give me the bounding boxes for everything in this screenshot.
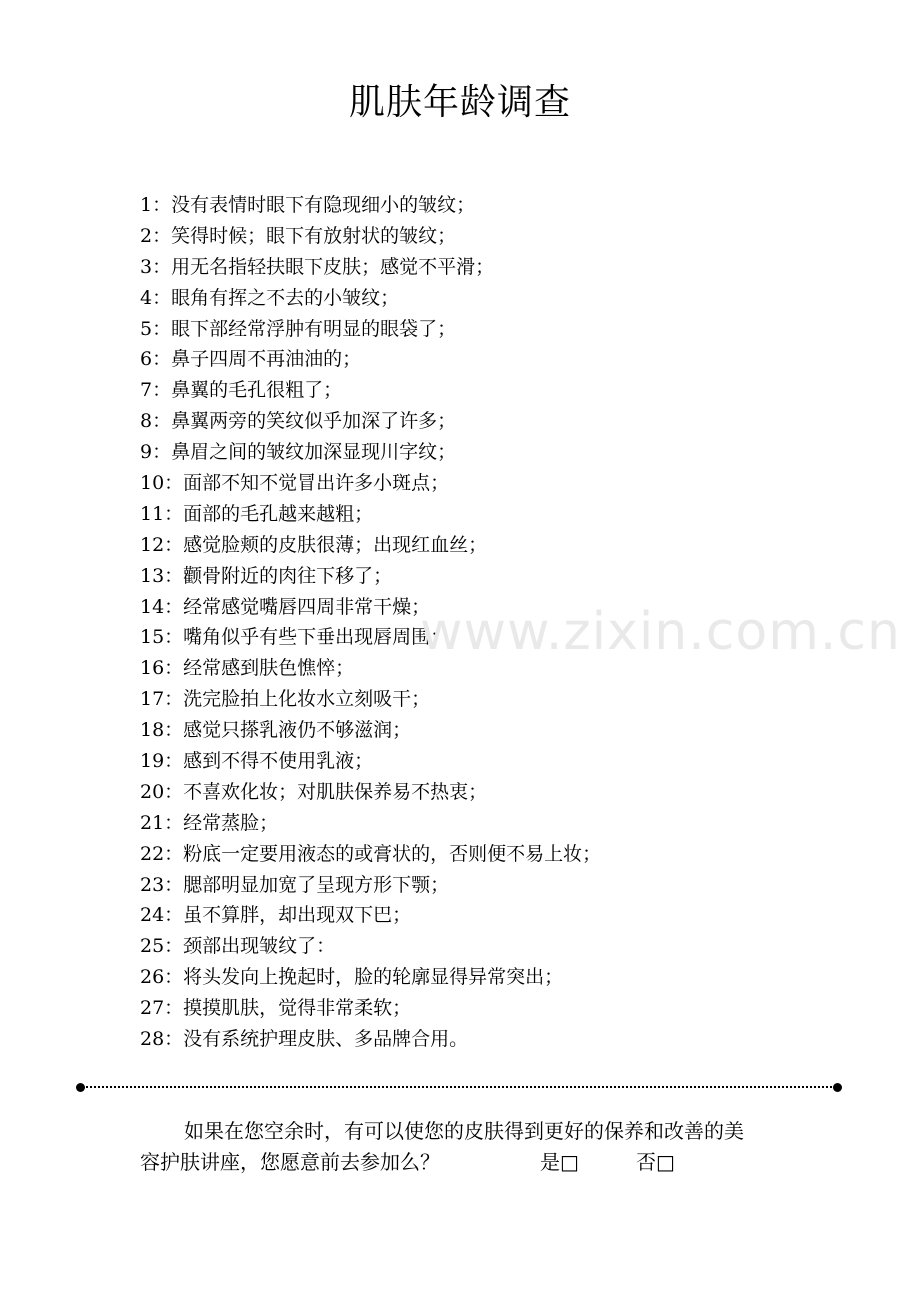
survey-item: 19：感到不得不使用乳液； bbox=[140, 750, 374, 773]
question-line-2-text: 容护肤讲座，您愿意前去参加么？ bbox=[140, 1150, 440, 1174]
survey-item: 6：鼻子四周不再油油的； bbox=[140, 348, 362, 371]
survey-item: 17：洗完脸拍上化妆水立刻吸干； bbox=[140, 688, 431, 711]
survey-item: 27：摸摸肌肤，觉得非常柔软； bbox=[140, 997, 412, 1020]
dotted-divider bbox=[76, 1083, 842, 1091]
question-line-1: 如果在您空余时，有可以使您的皮肤得到更好的保养和改善的美 bbox=[184, 1119, 744, 1143]
survey-item: 15：嘴角似乎有些下垂出现唇周围； bbox=[140, 626, 450, 649]
survey-item: 20：不喜欢化妆；对肌肤保养易不热衷； bbox=[140, 780, 488, 803]
no-checkbox[interactable]: 否□ bbox=[636, 1150, 675, 1174]
survey-item: 8：鼻翼两旁的笑纹似乎加深了许多； bbox=[140, 410, 457, 433]
survey-item: 28：没有系统护理皮肤、多品牌合用。 bbox=[140, 1028, 469, 1051]
survey-item: 12：感觉脸颊的皮肤很薄；出现红血丝； bbox=[140, 533, 488, 556]
survey-item: 7：鼻翼的毛孔很粗了； bbox=[140, 379, 343, 402]
survey-item: 1：没有表情时眼下有隐现细小的皱纹； bbox=[140, 194, 476, 216]
survey-item: 24：虽不算胖，却出现双下巴； bbox=[140, 904, 412, 927]
survey-item: 22：粉底一定要用液态的或膏状的，否则便不易上妆； bbox=[140, 842, 602, 865]
survey-item: 11：面部的毛孔越来越粗； bbox=[140, 502, 374, 525]
survey-item: 25：颈部出现皱纹了： bbox=[140, 935, 336, 958]
question-line-2 bbox=[140, 1147, 800, 1178]
survey-item: 4：眼角有挥之不去的小皱纹； bbox=[140, 286, 400, 309]
yes-checkbox[interactable]: 是□ bbox=[540, 1150, 579, 1174]
survey-item: 16：经常感到肤色憔悴； bbox=[140, 657, 355, 680]
survey-item: 9：鼻眉之间的皱纹加深显现川字纹； bbox=[140, 441, 457, 464]
survey-item: 26：将头发向上挽起时，脸的轮廓显得异常突出； bbox=[140, 966, 564, 989]
page-title: 肌肤年龄调查 bbox=[348, 82, 571, 123]
survey-item: 13：颧骨附近的肉往下移了； bbox=[140, 564, 393, 587]
survey-item: 14：经常感觉嘴唇四周非常干燥； bbox=[140, 595, 431, 618]
survey-item: 21：经常蒸脸； bbox=[140, 811, 279, 834]
divider-dotted-line bbox=[82, 1086, 836, 1088]
survey-item: 23：腮部明显加宽了呈现方形下颚； bbox=[140, 873, 450, 896]
survey-item: 2：笑得时候；眼下有放射状的皱纹； bbox=[140, 224, 457, 247]
survey-item: 3：用无名指轻扶眼下皮肤；感觉不平滑； bbox=[140, 255, 495, 278]
survey-item: 5：眼下部经常浮肿有明显的眼袋了； bbox=[140, 317, 457, 340]
seminar-question bbox=[140, 1116, 800, 1178]
survey-item: 18：感觉只搽乳液仍不够滋润； bbox=[140, 719, 412, 742]
watermark: www.zixin.com.cn bbox=[420, 602, 901, 662]
survey-item: 10：面部不知不觉冒出许多小斑点； bbox=[140, 472, 450, 495]
divider-dot-right bbox=[833, 1083, 842, 1092]
